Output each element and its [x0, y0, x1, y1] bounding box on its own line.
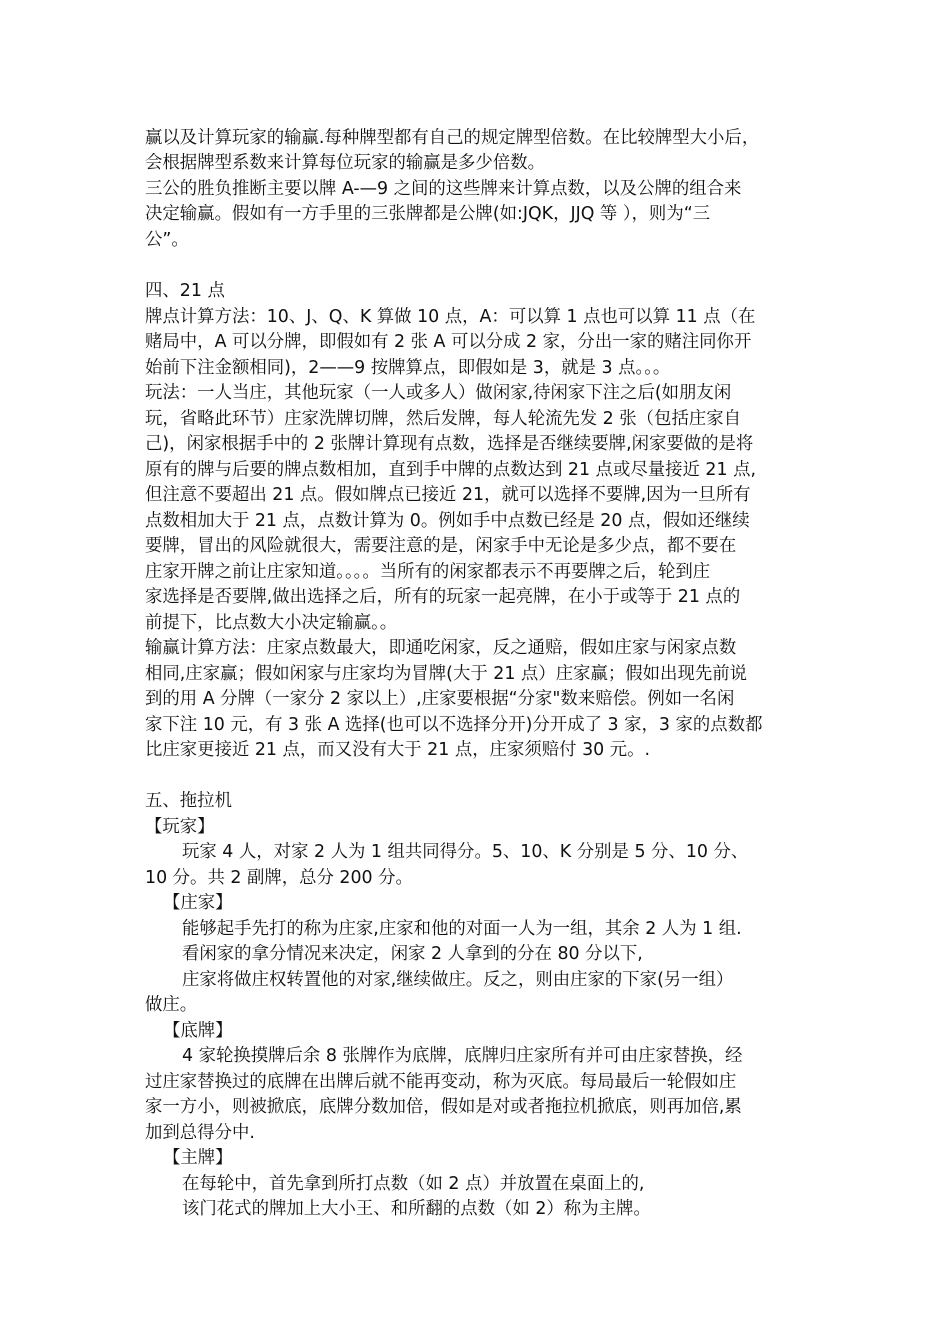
text-line: 玩，省略此环节）庄家洗牌切牌，然后发牌，每人轮流先发 2 张（包括庄家自 [145, 409, 742, 429]
text-line: 该门花式的牌加上大小王、和所翻的点数（如 2）称为主牌。 [182, 1199, 651, 1219]
text-line: 家一方小，则被掀底，底牌分数加倍，假如是对或者拖拉机掀底，则再加倍,累 [145, 1097, 742, 1117]
text-line: 在每轮中，首先拿到所打点数（如 2 点）并放置在桌面上的, [182, 1174, 645, 1194]
text-line: 能够起手先打的称为庄家,庄家和他的对面一人为一组，其余 2 人为 1 组. [182, 919, 742, 939]
text-line: 家下注 10 元，有 3 张 A 选择(也可以不选择分开)分开成了 3 家，3 家的点数都 [145, 715, 763, 735]
text-line: 决定输赢。假如有一方手里的三张牌都是公牌(如:JQK，JJQ 等 ），则为“三 [145, 204, 711, 224]
text-line: 输赢计算方法：庄家点数最大，即通吃闲家，反之通赔，假如庄家与闲家点数 [145, 638, 737, 658]
text-line: 要牌，冒出的风险就很大，需要注意的是，闲家手中无论是多少点，都不要在 [145, 536, 737, 556]
text-line: 三公的胜负推断主要以牌 A-—9 之间的这些牌来计算点数，以及公牌的组合来 [145, 179, 742, 199]
text-line: 赌局中，A 可以分牌，即假如有 2 张 A 可以分成 2 家，分出一家的赌注同你开 [145, 332, 752, 352]
section-heading: 五、拖拉机 [145, 791, 232, 811]
text-line: 庄家将做庄权转置他的对家,继续做庄。反之，则由庄家的下家(另一组） [182, 970, 734, 990]
text-line: 但注意不要超出 21 点。假如牌点已接近 21，就可以选择不要牌,因为一旦所有 [145, 485, 751, 505]
text-line: 做庄。 [145, 995, 198, 1015]
text-line: 前提下，比点数大小决定输赢。。 [145, 613, 398, 633]
text-line: 到的用 A 分牌（一家分 2 家以上）,庄家要根据“分家"数来赔偿。例如一名闲 [145, 689, 735, 709]
text-line: 始前下注金额相同)，2——9 按牌算点，即假如是 3，就是 3 点。。。 [145, 358, 671, 378]
text-line: 比庄家更接近 21 点，而又没有大于 21 点，庄家须赔付 30 元。. [145, 740, 651, 760]
subheading: 【主牌】 [163, 1148, 233, 1168]
section-heading: 四、21 点 [145, 281, 225, 301]
subheading: 【庄家】 [163, 893, 233, 913]
text-line: 原有的牌与后要的牌点数相加，直到手中牌的点数达到 21 点或尽量接近 21 点, [145, 460, 757, 480]
text-line: 庄家开牌之前让庄家知道。。。。当所有的闲家都表示不再要牌之后，轮到庄 [145, 562, 711, 582]
text-line: 看闲家的拿分情况来决定，闲家 2 人拿到的分在 80 分以下, [182, 944, 643, 964]
text-line: 10 分。共 2 副牌，总分 200 分。 [145, 868, 413, 888]
text-line: 公”。 [145, 230, 189, 250]
text-line: 4 家轮换摸牌后余 8 张牌作为底牌，底牌归庄家所有并可由庄家替换，经 [182, 1046, 743, 1066]
text-line: 相同,庄家赢；假如闲家与庄家均为冒牌(大于 21 点）庄家赢；假如出现先前说 [145, 664, 748, 684]
text-line: 加到总得分中. [145, 1123, 255, 1143]
subheading: 【玩家】 [145, 817, 215, 837]
text-line: 玩家 4 人，对家 2 人为 1 组共同得分。5、10、K 分别是 5 分、10 分、 [182, 842, 749, 862]
text-line: 点数相加大于 21 点，点数计算为 0。例如手中点数已经是 20 点，假如还继续 [145, 511, 750, 531]
text-line: 牌点计算方法：10、J、Q、K 算做 10 点，A：可以算 1 点也可以算 11 点（在 [145, 307, 756, 327]
text-line: 会根据牌型系数来计算每位玩家的输赢是多少倍数。 [145, 153, 545, 173]
text-line: 己)，闲家根据手中的 2 张牌计算现有点数，选择是否继续要牌,闲家要做的是将 [145, 434, 754, 454]
text-line: 家选择是否要牌,做出选择之后，所有的玩家一起亮牌，在小于或等于 21 点的 [145, 587, 741, 607]
subheading: 【底牌】 [163, 1021, 233, 1041]
text-line: 赢以及计算玩家的输赢.每种牌型都有自己的规定牌型倍数。在比较牌型大小后， [145, 128, 760, 148]
text-line: 玩法：一人当庄，其他玩家（一人或多人）做闲家,待闲家下注之后(如朋友闲 [145, 383, 732, 403]
text-line: 过庄家替换过的底牌在出牌后就不能再变动，称为灭底。每局最后一轮假如庄 [145, 1072, 737, 1092]
